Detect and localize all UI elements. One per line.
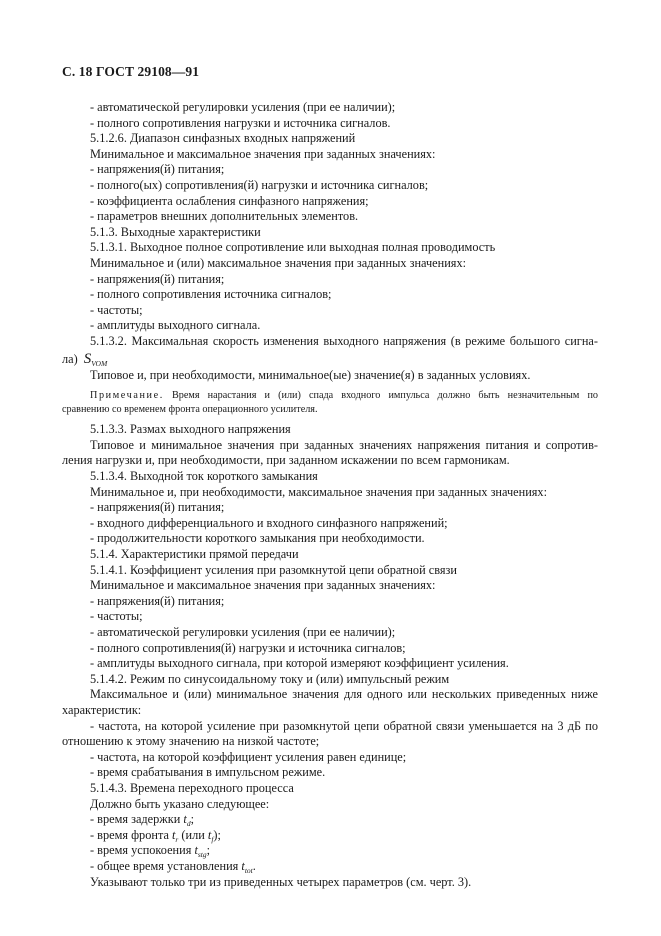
section-heading: 5.1.2.6. Диапазон синфазных входных напряжений	[90, 131, 356, 146]
symbol-subscript: f	[211, 834, 214, 844]
rise-time-symbol: t	[172, 827, 176, 842]
text-line: - коэффициента ослабления синфазного напряжения;	[90, 193, 369, 208]
text-line: - частоты;	[90, 609, 143, 624]
text-line: характеристик:	[62, 702, 142, 717]
note-line	[62, 389, 598, 403]
text-line: - автоматической регулировки усиления (при ее наличии);	[90, 100, 396, 114]
text-line: - автоматической регулировки усиления (при ее наличии);	[90, 625, 396, 639]
section-heading: 5.1.3.1. Выходное полное сопротивление или выходная полная проводимость	[90, 240, 496, 255]
text-line: Минимальное и максимальное значения при заданных значениях:	[90, 578, 436, 593]
text-line: - полного сопротивления нагрузки и источника сигналов.	[90, 115, 391, 130]
note-block	[62, 389, 598, 416]
text-fragment: - время задержки	[90, 812, 184, 827]
symbol-line	[90, 859, 598, 875]
text-fragment: );	[213, 827, 221, 842]
page-header: С. 18 ГОСТ 29108—91	[62, 64, 200, 79]
fall-time-symbol: t	[207, 827, 212, 842]
text-line: ления нагрузки и, при необходимости, при заданном искажении по всем гармоникам.	[62, 453, 510, 468]
text-line: Типовое и, при необходимости, минимальное(ые) значение(я) в заданных условиях.	[90, 367, 531, 382]
settling-time-symbol: t	[194, 843, 198, 858]
text-line: - напряжения(й) питания;	[90, 593, 225, 608]
document-body	[62, 100, 599, 890]
symbol-subscript: stg	[197, 850, 207, 860]
text-fragment: ;	[206, 843, 211, 858]
symbol-line	[90, 812, 598, 828]
text-line: Минимальное и (или) максимальное значения при заданных значениях:	[90, 255, 467, 270]
symbol-subscript: r	[175, 834, 179, 844]
note-text: Время нарастания и (или) спада входного импульса должно быть незначительным по	[171, 390, 599, 402]
section-heading: 5.1.3. Выходные характеристики	[90, 224, 261, 239]
note-line: сравнению со временем фронта операционного усилителя.	[62, 403, 318, 415]
text-line: - амплитуды выходного сигнала, при которой измеряют коэффициент усиления.	[90, 656, 509, 671]
note-label: Примечание.	[90, 390, 164, 402]
symbol-subscript: d	[186, 819, 191, 829]
section-heading: 5.1.4. Характеристики прямой передачи	[90, 547, 299, 562]
text-line: - частоты;	[90, 302, 143, 317]
text-line: - частота, на которой усиление при разомкнутой цепи обратной связи уменьшается на 3 дБ по	[90, 718, 598, 733]
section-heading: 5.1.4.2. Режим по синусоидальному току и (или) импульсный режим	[90, 671, 450, 686]
text-line: - параметров внешних дополнительных элементов.	[90, 209, 359, 224]
slew-rate-symbol: S	[83, 350, 92, 367]
text-fragment: .	[252, 858, 256, 873]
section-heading: 5.1.3.2. Максимальная скорость изменения выходного напряжения (в режиме большого сигна-	[90, 333, 598, 348]
text-line: Типовое и минимальное значения при заданных значениях напряжения питания и сопротив-	[90, 437, 598, 452]
text-line: Максимальное и (или) минимальное значения для одного или нескольких приведенных ниже	[90, 687, 598, 702]
section-heading: 5.1.3.3. Размах выходного напряжения	[90, 422, 291, 437]
text-line: - амплитуды выходного сигнала.	[90, 318, 261, 333]
text-line: - полного(ых) сопротивления(й) нагрузки и источника сигналов;	[90, 177, 429, 192]
symbol-line	[90, 843, 598, 859]
text-fragment: - время успокоения	[90, 843, 195, 858]
text-line: - напряжения(й) питания;	[90, 271, 225, 286]
text-line: - частота, на которой коэффициент усиления равен единице;	[90, 749, 407, 764]
symbol-line	[90, 828, 598, 844]
text-line: - время срабатывания в импульсном режиме.	[90, 765, 326, 780]
text-fragment: (или	[178, 827, 208, 842]
text-line: отношению к этому значению на низкой частоте;	[62, 734, 320, 749]
text-fragment: - время фронта	[90, 827, 172, 842]
text-fragment: ла)	[62, 351, 78, 366]
text-line: - полного сопротивления источника сигналов;	[90, 287, 332, 302]
text-fragment: - общее время установления	[90, 858, 242, 873]
section-heading: 5.1.3.4. Выходной ток короткого замыкания	[90, 469, 318, 484]
symbol-subscript: tot	[244, 865, 253, 875]
text-line: - полного сопротивления(й) нагрузки и источника сигналов;	[90, 640, 406, 655]
delay-time-symbol: t	[183, 812, 187, 827]
text-line: Минимальное и максимальное значения при заданных значениях:	[90, 146, 436, 161]
text-line: Указывают только три из приведенных четырех параметров (см. черт. 3).	[90, 874, 472, 889]
section-heading: 5.1.4.1. Коэффициент усиления при разомкнутой цепи обратной связи	[90, 562, 457, 577]
section-heading: 5.1.4.3. Времена переходного процесса	[90, 780, 294, 795]
text-line: Должно быть указано следующее:	[90, 796, 270, 811]
total-time-symbol: t	[241, 858, 245, 873]
text-line: Минимальное и, при необходимости, максимальное значения при заданных значениях:	[90, 484, 548, 499]
text-fragment: ;	[190, 812, 194, 827]
symbol-subscript: VOM	[91, 358, 108, 368]
text-line: - продолжительности короткого замыкания при необходимости.	[90, 531, 425, 546]
symbol-line	[62, 350, 598, 368]
text-line: - напряжения(й) питания;	[90, 500, 225, 515]
text-line: - входного дифференциального и входного синфазного напряжений;	[90, 515, 448, 530]
text-line: - напряжения(й) питания;	[90, 162, 225, 177]
